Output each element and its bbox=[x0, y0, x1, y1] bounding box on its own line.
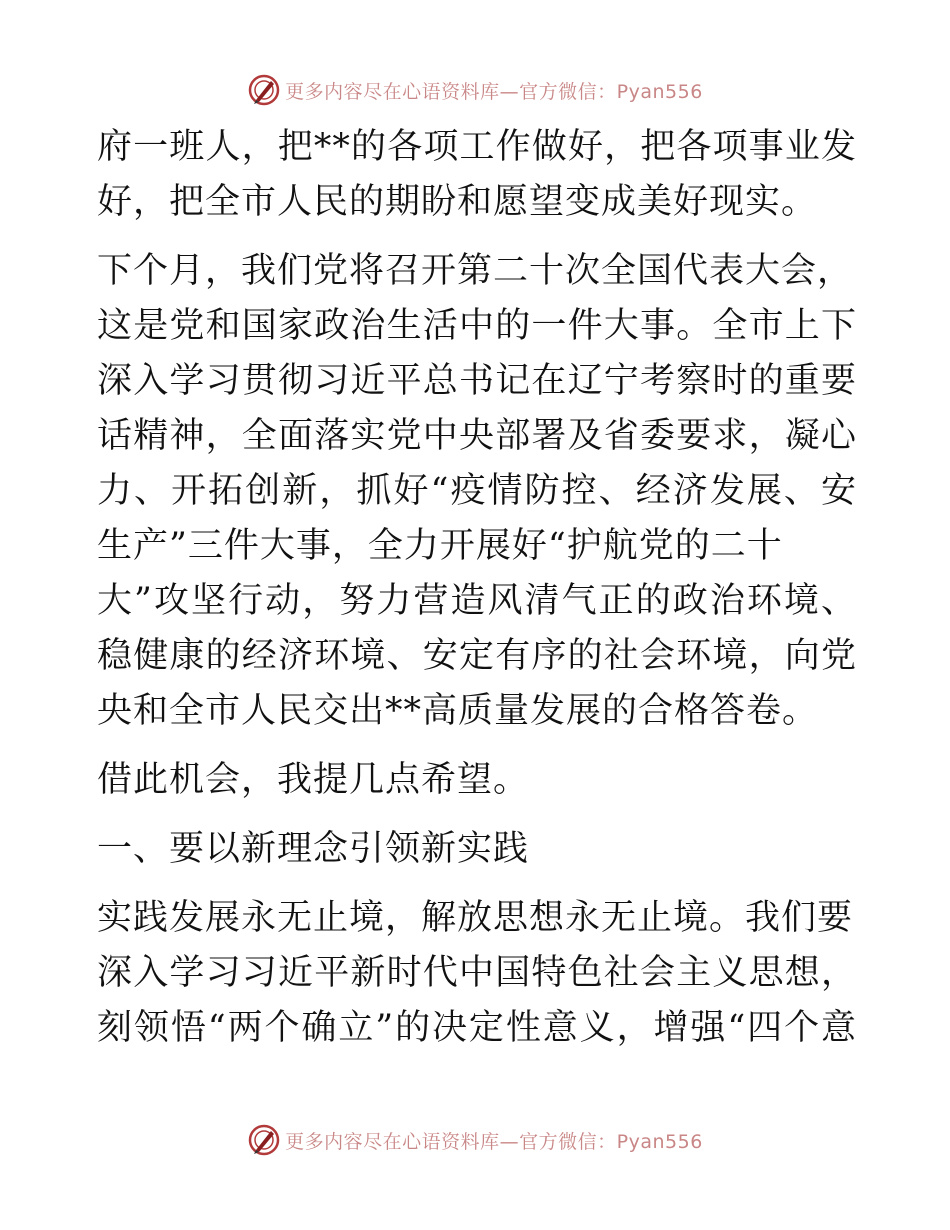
footer-watermark bbox=[0, 1120, 950, 1160]
text-line: 大”攻坚行动，努力营造风清气正的政治环境、 bbox=[97, 581, 857, 621]
paragraph bbox=[97, 120, 857, 230]
text-line: 稳健康的经济环境、安定有序的社会环境，向党 bbox=[97, 636, 857, 676]
quill-pen-logo-icon bbox=[247, 73, 281, 107]
text-line: 生产”三件大事，全力开展好“护航党的二十 bbox=[97, 526, 783, 566]
paragraph bbox=[97, 891, 857, 1056]
text-line: 府一班人，把**的各项工作做好，把各项事业发 bbox=[97, 127, 857, 167]
text-line: 深入学习习近平新时代中国特色社会主义思想， bbox=[97, 953, 857, 993]
paragraph bbox=[97, 753, 857, 808]
text-line: 下个月，我们党将召开第二十次全国代表大会， bbox=[97, 251, 854, 291]
text-line: 实践发展永无止境，解放思想永无止境。我们要 bbox=[97, 898, 854, 938]
text-line: 一、要以新理念引领新实践 bbox=[97, 829, 530, 869]
text-line: 这是党和国家政治生活中的一件大事。全市上下 bbox=[97, 306, 857, 346]
text-line: 深入学习贯彻习近平总书记在辽宁考察时的重要 bbox=[97, 361, 857, 401]
text-line: 力、开拓创新，抓好“疫情防控、经济发展、安 bbox=[97, 471, 857, 511]
header-watermark bbox=[0, 70, 950, 110]
text-line: 刻领悟“两个确立”的决定性意义，增强“四个意 bbox=[97, 1008, 857, 1048]
text-line: 借此机会，我提几点希望。 bbox=[97, 760, 530, 800]
paragraph bbox=[97, 244, 857, 739]
section-heading bbox=[97, 822, 857, 877]
watermark-text: 更多内容尽在心语资料库—官方微信：Pyan556 bbox=[285, 1130, 703, 1153]
text-line: 话精神，全面落实党中央部署及省委要求，凝心 bbox=[97, 416, 857, 456]
text-line: 好，把全市人民的期盼和愿望变成美好现实。 bbox=[97, 182, 818, 222]
document-body bbox=[97, 120, 857, 1070]
watermark-text: 更多内容尽在心语资料库—官方微信：Pyan556 bbox=[285, 80, 703, 103]
text-line: 央和全市人民交出**高质量发展的合格答卷。 bbox=[97, 691, 819, 731]
quill-pen-logo-icon bbox=[247, 1123, 281, 1157]
